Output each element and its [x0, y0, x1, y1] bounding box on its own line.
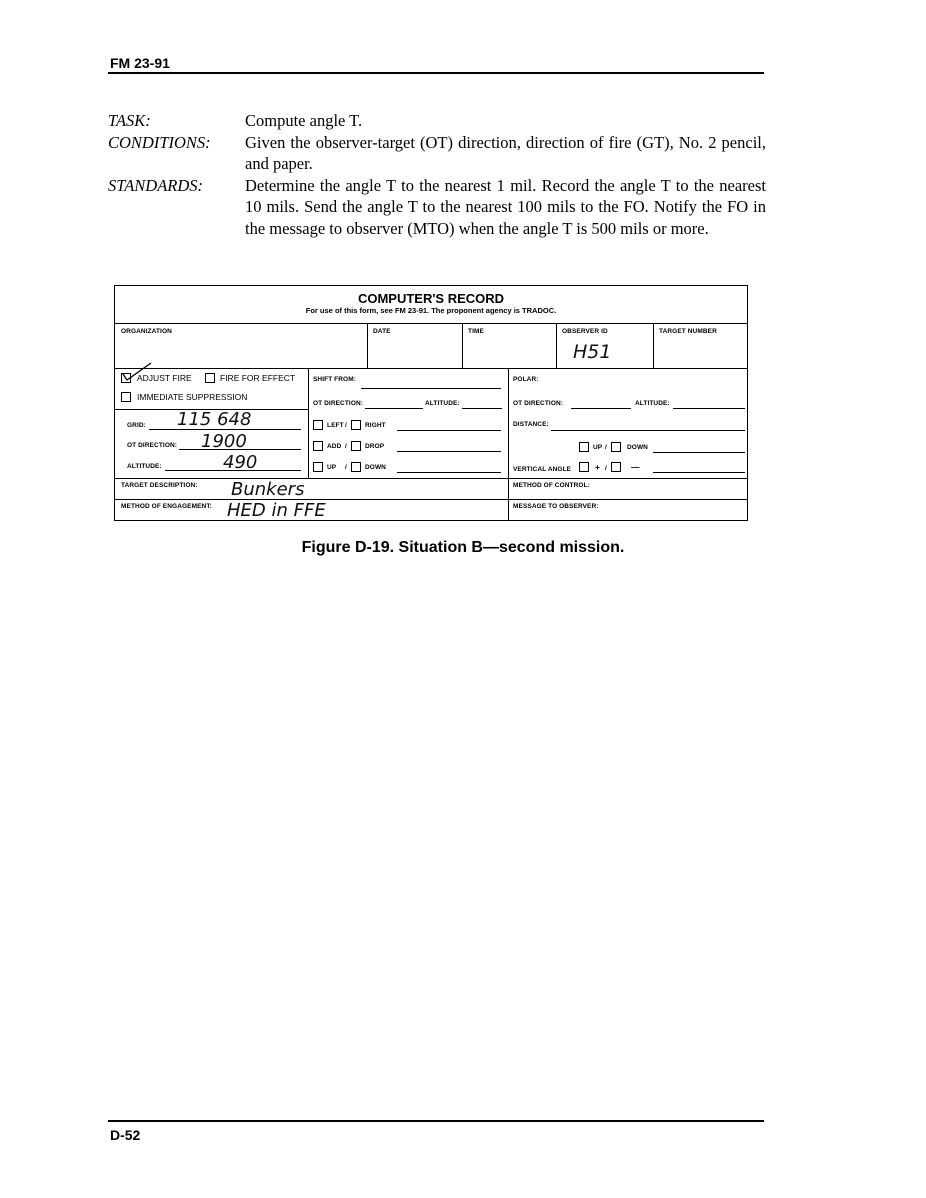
- add-checkbox[interactable]: [313, 441, 323, 451]
- form-line: [556, 323, 557, 368]
- ot-direction-label: OT DIRECTION:: [127, 442, 178, 449]
- standards-text: Determine the angle T to the nearest 1 mil. Record the angle T to the nearest 10 mils. Send the angle T to the nearest 100 mils to the FO. Notify the FO in the message to observer (MTO) when the angle T is 500 mils or more.: [245, 175, 766, 238]
- header-rule: [108, 72, 764, 74]
- shift-from-label: SHIFT FROM:: [313, 376, 356, 383]
- standards-row: [108, 175, 766, 240]
- task-row: [108, 110, 766, 132]
- target-description-value: Bunkers: [231, 479, 305, 500]
- form-line: [115, 478, 747, 479]
- page-number: D-52: [110, 1127, 141, 1143]
- form-title: COMPUTER'S RECORD: [357, 291, 505, 306]
- shift-ot-direction-underline: [365, 408, 423, 409]
- plus-label: +: [595, 462, 600, 472]
- slash-separator: /: [605, 444, 607, 451]
- target-number-label: TARGET NUMBER: [659, 328, 717, 335]
- conditions-text: Given the observer-target (OT) direction, direction of fire (GT), No. 2 pencil, and paper.: [245, 132, 766, 173]
- shift-altitude-label: ALTITUDE:: [425, 400, 460, 407]
- observer-id-value: H51: [573, 341, 612, 363]
- slash-separator: /: [605, 465, 607, 472]
- distance-label: DISTANCE:: [513, 421, 549, 428]
- shift-ot-direction-label: OT DIRECTION:: [313, 400, 364, 407]
- polar-down-checkbox[interactable]: [611, 442, 621, 452]
- right-label: RIGHT: [365, 422, 386, 429]
- vertical-angle-underline: [653, 472, 745, 473]
- vertical-angle-label: VERTICAL ANGLE: [513, 466, 572, 473]
- grid-value: 115 648: [177, 409, 252, 430]
- slash-separator: /: [345, 464, 347, 471]
- polar-up-down-underline: [653, 452, 745, 453]
- left-right-underline: [397, 430, 501, 431]
- polar-up-checkbox[interactable]: [579, 442, 589, 452]
- grid-label: GRID:: [127, 422, 146, 429]
- form-line: [115, 368, 747, 369]
- polar-ot-direction-label: OT DIRECTION:: [513, 400, 564, 407]
- form-line: [653, 323, 654, 368]
- right-checkbox[interactable]: [351, 420, 361, 430]
- polar-altitude-underline: [673, 408, 745, 409]
- shift-from-underline: [361, 388, 501, 389]
- polar-down-label: DOWN: [627, 444, 648, 451]
- method-of-engagement-value: HED in FFE: [227, 500, 326, 521]
- figure-caption: Figure D-19. Situation B—second mission.: [301, 539, 625, 556]
- observer-id-label: OBSERVER ID: [562, 328, 608, 335]
- date-label: DATE: [373, 328, 391, 335]
- time-label: TIME: [468, 328, 484, 335]
- task-label: TASK:: [108, 111, 151, 130]
- document-id: FM 23-91: [110, 55, 170, 71]
- slash-separator: /: [345, 443, 347, 450]
- down-label: DOWN: [365, 464, 386, 471]
- down-checkbox[interactable]: [351, 462, 361, 472]
- fire-for-effect-label: FIRE FOR EFFECT: [220, 373, 296, 383]
- footer-rule: [108, 1120, 764, 1122]
- adjust-fire-label: ADJUST FIRE: [137, 373, 192, 383]
- vertical-angle-plus-checkbox[interactable]: [579, 462, 589, 472]
- immediate-suppression-label: IMMEDIATE SUPPRESSION: [137, 392, 248, 402]
- polar-label: POLAR:: [513, 376, 539, 383]
- organization-label: ORGANIZATION: [121, 328, 172, 335]
- conditions-row: [108, 132, 766, 175]
- form-line: [462, 323, 463, 368]
- left-checkbox[interactable]: [313, 420, 323, 430]
- form-subtitle: For use of this form, see FM 23-91. The proponent agency is TRADOC.: [305, 306, 557, 315]
- standards-label: STANDARDS:: [108, 175, 204, 195]
- polar-altitude-label: ALTITUDE:: [635, 400, 670, 407]
- drop-label: DROP: [365, 443, 385, 450]
- up-label: UP: [327, 464, 337, 471]
- polar-up-label: UP: [593, 444, 603, 451]
- vertical-angle-minus-checkbox[interactable]: [611, 462, 621, 472]
- target-description-label: TARGET DESCRIPTION:: [121, 482, 198, 489]
- ot-direction-value: 1900: [201, 431, 247, 452]
- left-label: LEFT: [327, 422, 344, 429]
- form-line: [508, 368, 509, 520]
- up-checkbox[interactable]: [313, 462, 323, 472]
- shift-altitude-underline: [462, 408, 502, 409]
- add-label: ADD: [327, 443, 342, 450]
- drop-checkbox[interactable]: [351, 441, 361, 451]
- add-drop-underline: [397, 451, 501, 452]
- minus-label: —: [631, 462, 640, 472]
- task-text: Compute angle T.: [245, 111, 363, 130]
- altitude-value: 490: [223, 452, 258, 473]
- slash-separator: /: [345, 422, 347, 429]
- conditions-label: CONDITIONS:: [108, 132, 211, 152]
- fire-for-effect-checkbox[interactable]: [205, 373, 215, 383]
- distance-underline: [551, 430, 745, 431]
- form-line: [115, 499, 747, 500]
- polar-ot-direction-underline: [571, 408, 631, 409]
- computers-record-form: [114, 285, 748, 521]
- message-to-observer-label: MESSAGE TO OBSERVER:: [513, 503, 599, 510]
- altitude-label: ALTITUDE:: [127, 463, 162, 470]
- method-of-engagement-label: METHOD OF ENGAGEMENT:: [121, 503, 212, 510]
- form-line: [367, 323, 368, 368]
- form-line: [308, 368, 309, 478]
- method-of-control-label: METHOD OF CONTROL:: [513, 482, 590, 489]
- task-block: [108, 110, 766, 239]
- immediate-suppression-checkbox[interactable]: [121, 392, 131, 402]
- up-down-underline: [397, 472, 501, 473]
